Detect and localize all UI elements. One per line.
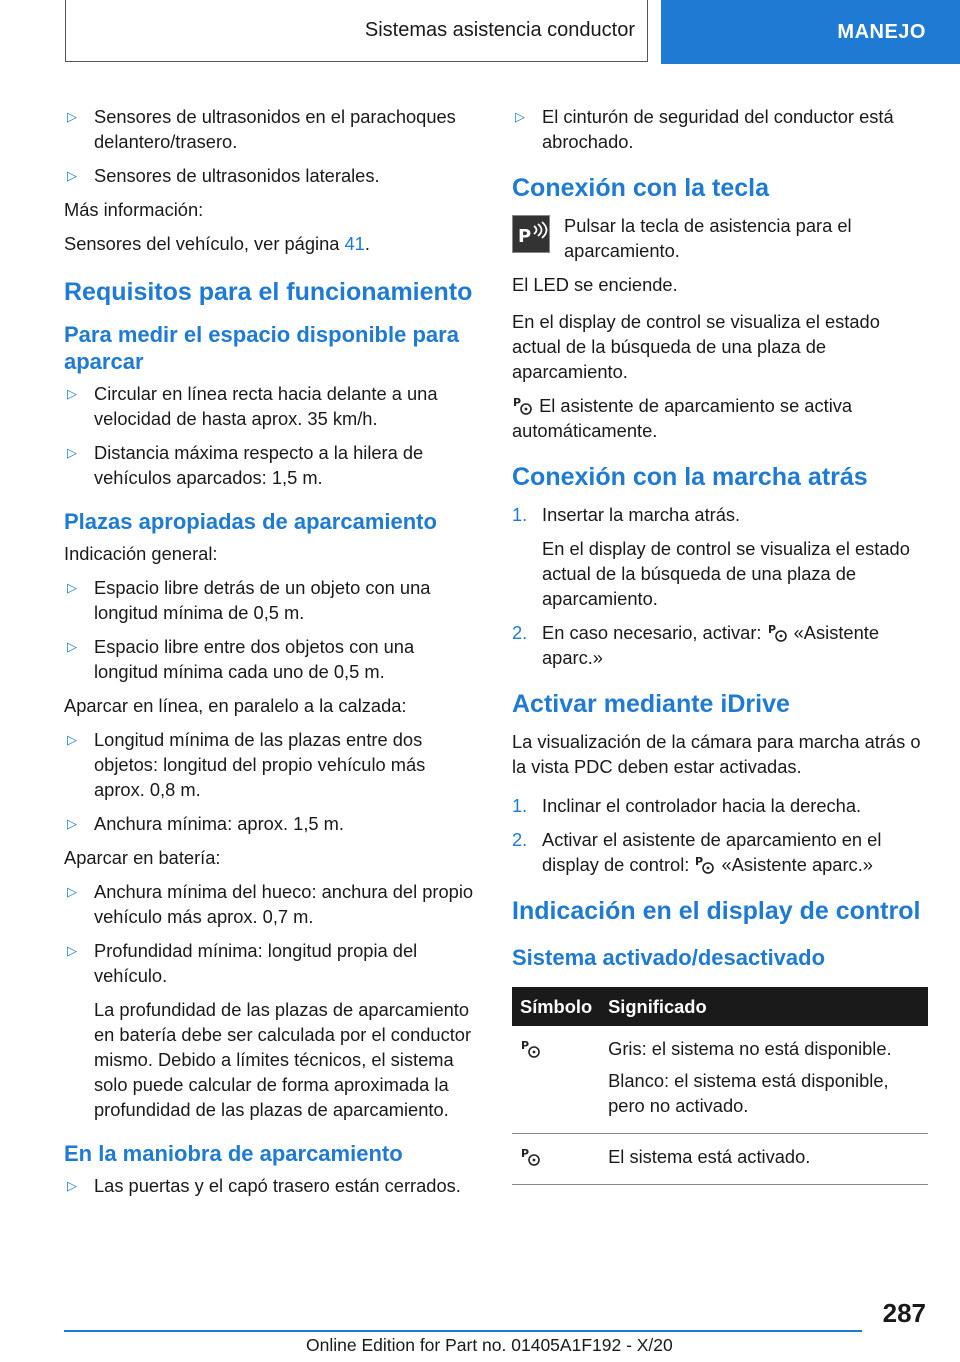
- left-column: [64, 104, 478, 1207]
- bullet-triangle-icon: ▷: [67, 109, 77, 124]
- list-item: [64, 879, 478, 929]
- list-item: [64, 440, 478, 490]
- display-status-text: En el display de control se visualiza el estado actual de la búsqueda de una plaza de aparcamiento.: [512, 311, 880, 382]
- list-item-text: Circular en línea recta hacia delante a una velocidad de hasta aprox. 35 km/h.: [94, 383, 438, 429]
- bullet-triangle-icon: ▷: [67, 580, 77, 595]
- parking-assist-icon: [520, 1145, 542, 1167]
- svg-text:P: P: [695, 855, 704, 868]
- general-label: Indicación general:: [64, 543, 218, 564]
- list-item-text: Anchura mínima: aprox. 1,5 m.: [94, 813, 344, 834]
- parallel-label: Aparcar en línea, en paralelo a la calzada:: [64, 695, 407, 716]
- svg-text:P: P: [513, 396, 522, 409]
- heading-requirements: Requisitos para el funcionamiento: [64, 278, 473, 306]
- battery-depth-note: La profundidad de las plazas de aparcamiento en batería debe ser calculada por el conductor mismo. Debido a límites técnicos, el sistema solo puede calcular de forma aproximada la profundidad de las plazas de aparcamiento.: [94, 999, 472, 1120]
- page-number: 287: [882, 1298, 926, 1328]
- list-item-text: Longitud mínima de las plazas entre dos objetos: longitud del propio vehículo más aprox. 0,8 m.: [94, 729, 426, 800]
- more-info-label: Más información:: [64, 199, 204, 220]
- bullet-triangle-icon: ▷: [67, 639, 77, 654]
- bullet-triangle-icon: ▷: [515, 109, 525, 124]
- list-item-text: Sensores de ultrasonidos laterales.: [94, 165, 380, 186]
- header-chapter-text: MANEJO: [837, 20, 926, 43]
- key-instruction: [512, 213, 928, 263]
- list-item-text: Distancia máxima respecto a la hilera de vehículos aparcados: 1,5 m.: [94, 442, 424, 488]
- bullet-triangle-icon: ▷: [67, 943, 77, 958]
- bullet-triangle-icon: ▷: [67, 732, 77, 747]
- list-item: [512, 793, 928, 818]
- heading-reverse-connection: Conexión con la marcha atrás: [512, 463, 868, 491]
- bullet-triangle-icon: ▷: [67, 445, 77, 460]
- step-text: Activar el asistente de aparcamiento en el display de control:: [542, 829, 882, 875]
- see-page-reference: [64, 231, 478, 256]
- table-row: [512, 1026, 928, 1134]
- bullet-triangle-icon: ▷: [67, 386, 77, 401]
- auto-activate-text: [512, 393, 928, 443]
- list-item-text: Profundidad mínima: longitud propia del vehículo.: [94, 940, 418, 986]
- step-text-post: «Asistente aparc.»: [716, 854, 873, 875]
- step-number: 1.: [512, 795, 528, 816]
- header-chapter-tab[interactable]: [661, 0, 960, 64]
- list-item-text: Espacio libre entre dos objetos con una longitud mínima cada uno de 0,5 m.: [94, 636, 415, 682]
- header-section-title: [65, 0, 648, 62]
- heading-display-indication: Indicación en el display de control: [512, 897, 921, 925]
- list-item-text: Sensores de ultrasonidos en el parachoques delantero/trasero.: [94, 106, 456, 152]
- heading-manoeuvre: En la maniobra de aparcamiento: [64, 1141, 403, 1166]
- list-item: [64, 727, 478, 802]
- list-item: [64, 938, 478, 988]
- list-item-text: Anchura mínima del hueco: anchura del propio vehículo más aprox. 0,7 m.: [94, 881, 474, 927]
- table-header-symbol: Símbolo: [512, 987, 600, 1026]
- step-text: En caso necesario, activar:: [542, 622, 767, 643]
- parking-assist-icon: [512, 394, 534, 416]
- svg-text:P: P: [521, 1147, 530, 1160]
- table-header-meaning: Significado: [600, 987, 928, 1026]
- press-text: Pulsar la tecla de asistencia para el aparcamiento.: [564, 215, 852, 261]
- parking-assist-icon: [694, 853, 716, 875]
- step-text: Inclinar el controlador hacia la derecha.: [542, 795, 862, 816]
- symbol-table: [512, 987, 928, 1185]
- step-text: Insertar la marcha atrás.: [542, 504, 741, 525]
- table-cell-meaning: [600, 1134, 928, 1185]
- led-text: El LED se enciende.: [512, 274, 678, 295]
- step-number: 2.: [512, 622, 528, 643]
- list-item: [64, 104, 478, 154]
- table-cell-meaning: [600, 1026, 928, 1134]
- footer-edition: Online Edition for Part no. 01405A1F192 - X/20: [306, 1335, 673, 1355]
- page-link[interactable]: 41: [344, 233, 365, 254]
- heading-measure-space: Para medir el espacio disponible para aparcar: [64, 322, 459, 374]
- list-item: [512, 502, 928, 527]
- list-item: [64, 1173, 478, 1198]
- parking-key-icon: [512, 215, 550, 253]
- list-item-text: Espacio libre detrás de un objeto con una longitud mínima de 0,5 m.: [94, 577, 431, 623]
- battery-label: Aparcar en batería:: [64, 847, 221, 868]
- list-item: [64, 634, 478, 684]
- bullet-triangle-icon: ▷: [67, 168, 77, 183]
- list-item-text: El cinturón de seguridad del conductor está abrochado.: [542, 106, 894, 152]
- list-item: [512, 104, 928, 154]
- see-prefix: Sensores del vehículo, ver página: [64, 233, 345, 254]
- svg-text:P: P: [521, 1039, 530, 1052]
- meaning-text: Gris: el sistema no está disponible.: [608, 1038, 892, 1059]
- bullet-triangle-icon: ▷: [67, 1178, 77, 1193]
- list-item: [64, 811, 478, 836]
- table-cell-symbol: [512, 1134, 600, 1185]
- heading-system-state: Sistema activado/desactivado: [512, 945, 826, 970]
- list-item-text: Las puertas y el capó trasero están cerrados.: [94, 1175, 461, 1196]
- list-item: [512, 827, 928, 877]
- right-column: [512, 104, 928, 1185]
- list-item: [64, 575, 478, 625]
- meaning-text: Blanco: el sistema está disponible, pero no activado.: [608, 1070, 889, 1116]
- step-text-post: «Asistente aparc.»: [542, 622, 880, 668]
- parking-assist-icon: [767, 621, 789, 643]
- heading-suitable-spaces: Plazas apropiadas de aparcamiento: [64, 509, 437, 534]
- list-item: [512, 620, 928, 670]
- table-cell-symbol: [512, 1026, 600, 1134]
- auto-text: El asistente de aparcamiento se activa automáticamente.: [512, 395, 853, 441]
- step-number: 1.: [512, 504, 528, 525]
- step-number: 2.: [512, 829, 528, 850]
- see-suffix: .: [364, 233, 370, 254]
- parking-assist-icon: [520, 1037, 542, 1059]
- header-section-text: Sistemas asistencia conductor: [364, 19, 635, 41]
- table-header-row: [512, 987, 928, 1026]
- reverse-note: En el display de control se visualiza el estado actual de la búsqueda de una plaza de aparcamiento.: [542, 538, 910, 609]
- bullet-triangle-icon: ▷: [67, 816, 77, 831]
- idrive-intro: La visualización de la cámara para marcha atrás o la vista PDC deben estar activadas.: [512, 731, 921, 777]
- list-item: [64, 381, 478, 431]
- bullet-triangle-icon: ▷: [67, 884, 77, 899]
- heading-button-connection: Conexión con la tecla: [512, 174, 770, 202]
- heading-idrive: Activar mediante iDrive: [512, 690, 790, 718]
- list-item: [64, 163, 478, 188]
- meaning-text: El sistema está activado.: [608, 1146, 811, 1167]
- footer-divider: [64, 1330, 862, 1332]
- svg-text:P: P: [767, 623, 776, 636]
- svg-text:P: P: [518, 226, 532, 247]
- table-row: [512, 1134, 928, 1185]
